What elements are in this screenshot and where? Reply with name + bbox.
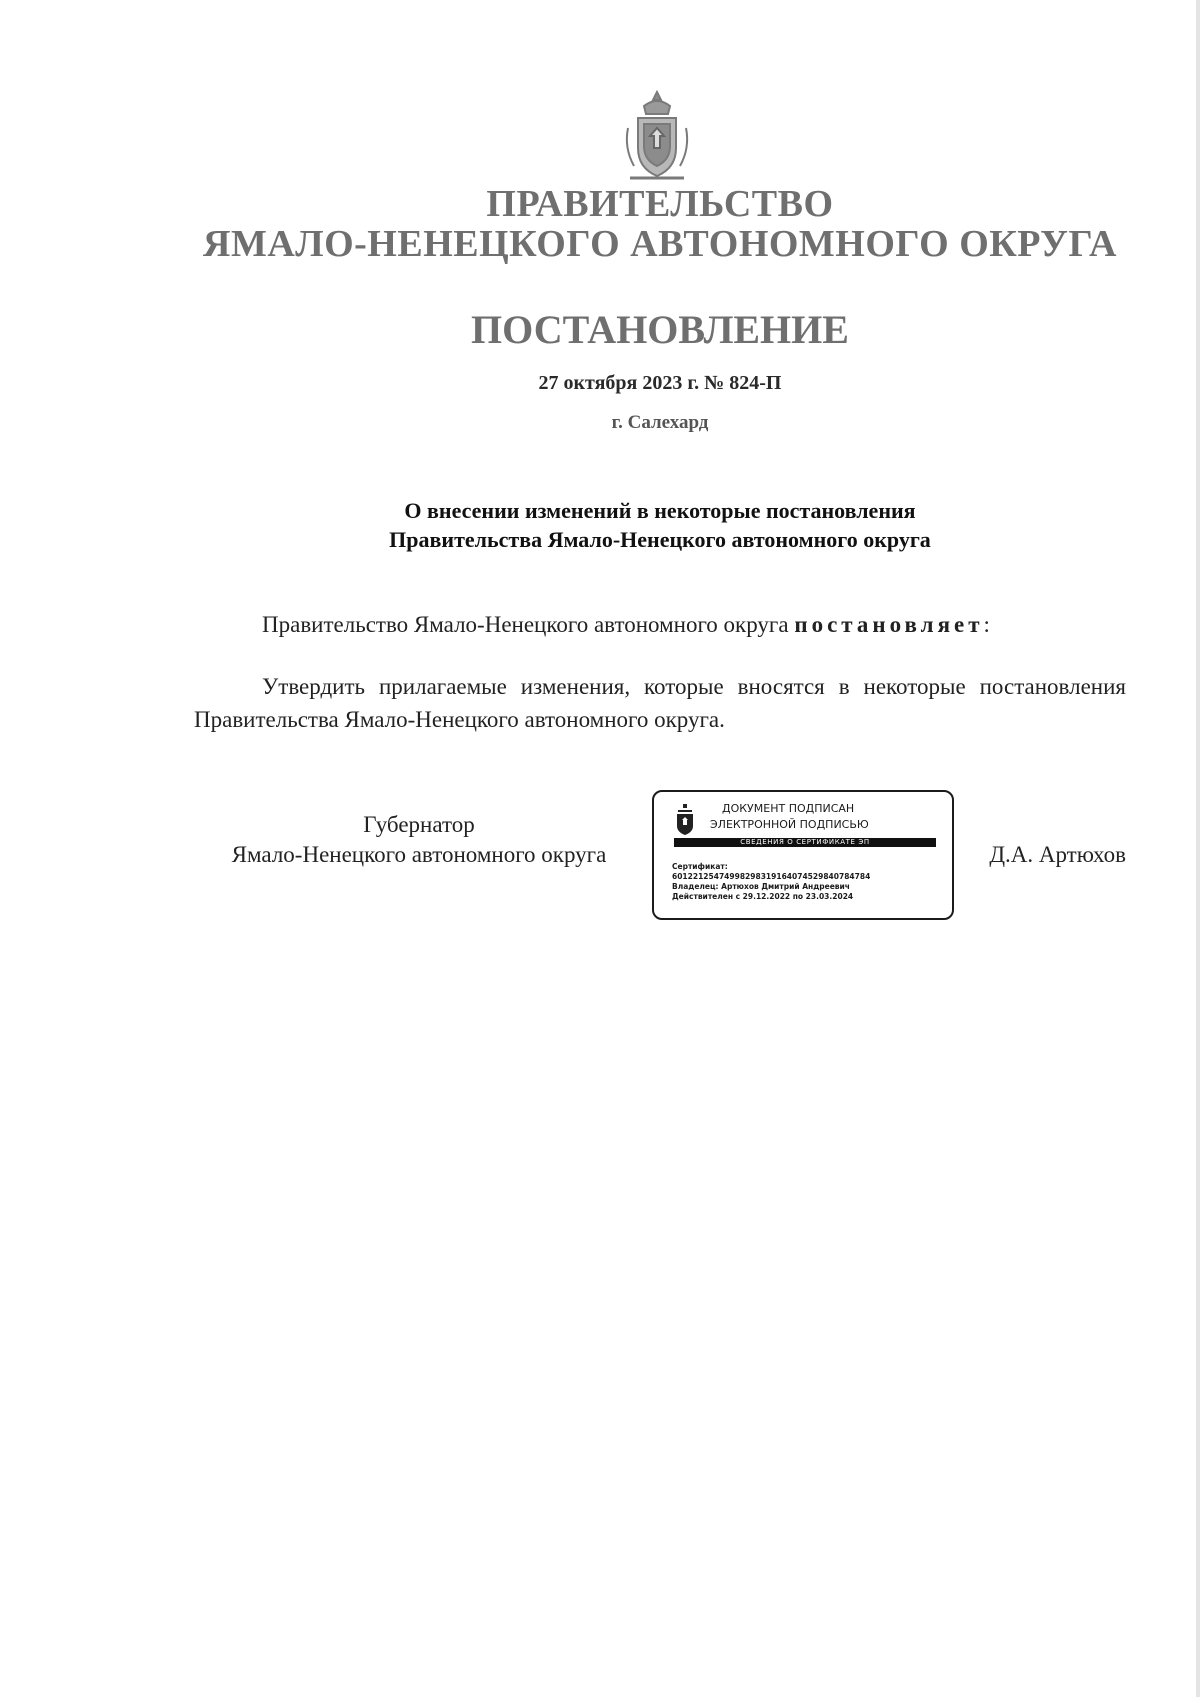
- decree-word: постановляет: [794, 612, 984, 637]
- stamp-heading-line2: ЭЛЕКТРОННОЙ ПОДПИСЬЮ: [710, 818, 869, 831]
- decree-body-paragraph: Утвердить прилагаемые изменения, которые вносятся в некоторые постановления Правительства Ямало-Ненецкого автономного округа.: [194, 674, 1126, 732]
- decree-intro-paragraph: [262, 612, 1132, 638]
- stamp-certificate-number: 6012212547499829831916407452984078478​4: [672, 872, 871, 881]
- signatory-role-line1: Губернатор: [363, 812, 475, 837]
- stamp-certificate-bar: СВЕДЕНИЯ О СЕРТИФИКАТЕ ЭП: [674, 838, 936, 847]
- decree-intro-text: Правительство Ямало-Ненецкого автономного округа: [262, 612, 795, 637]
- signatory-role-line2: Ямало-Ненецкого автономного округа: [231, 842, 607, 867]
- subject-line1: О внесении изменений в некоторые постановления: [404, 498, 916, 523]
- document-type: ПОСТАНОВЛЕНИЕ: [471, 307, 849, 352]
- signatory-name: Д.А. Артюхов: [989, 842, 1126, 867]
- stamp-heading-line1: ДОКУМЕНТ ПОДПИСАН: [722, 802, 855, 815]
- stamp-validity: Действителен с 29.12.2022 по 23.03.2024: [672, 892, 854, 901]
- stamp-owner: Владелец: Артюхов Дмитрий Андреевич: [672, 882, 850, 891]
- coat-of-arms-icon: [620, 88, 694, 184]
- government-title-line2: ЯМАЛО-НЕНЕЦКОГО АВТОНОМНОГО ОКРУГА: [203, 223, 1117, 265]
- electronic-signature-stamp: [652, 790, 954, 920]
- coat-of-arms-icon: [674, 804, 696, 836]
- subject-line2: Правительства Ямало-Ненецкого автономного округа: [389, 527, 931, 552]
- document-city: г. Салехард: [611, 412, 709, 433]
- government-title-line1: ПРАВИТЕЛЬСТВО: [486, 183, 834, 225]
- stamp-certificate-label: Сертификат:: [672, 862, 728, 871]
- document-subject: [0, 496, 1200, 554]
- document-date-number: 27 октября 2023 г. № 824-П: [538, 372, 782, 394]
- decree-colon: :: [983, 612, 990, 637]
